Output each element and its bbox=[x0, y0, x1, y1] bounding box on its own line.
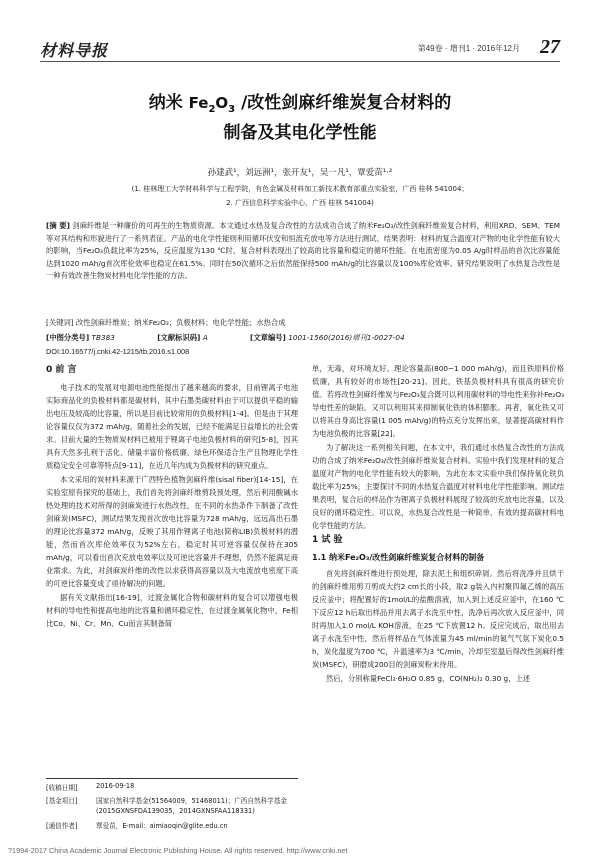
fund-label: [基金项目] bbox=[46, 797, 78, 805]
clc-label: [中图分类号] bbox=[46, 333, 90, 342]
received-label: [收稿日期] bbox=[46, 784, 78, 792]
doc-label: [文献标识码] bbox=[157, 333, 201, 342]
paragraph: 单，无毒，对环境友好。理论容量高(800~1 000 mAh/g)，而且铁原料价格低廉，具有较好的市场性[20-21]。因此，铁基负极材料具有很高的研究价值。若将改性剑麻纤维炭与Fe₂O₃复合既可以利用碳材料的导电性来弥补Fe₂O₃导电性差的缺陷，又可以利用其来抑制氧化铁的体积膨胀。再者，氧化铁又可以将其自身高比容量(1 005 mAh/g)的特点充分发挥出来，显著提高碳材料作为电池负极的比容量[22]。 bbox=[312, 364, 564, 438]
title-suffix: /改性剑麻纤维炭复合材料的 bbox=[241, 93, 452, 113]
running-header bbox=[40, 36, 560, 62]
contact-label: [通信作者] bbox=[46, 822, 78, 830]
copyright-line: ?1994-2017 China Academic Journal Electronic Publishing House. All rights reserved. http://www.cnki.net bbox=[8, 846, 348, 855]
formula-sub2: 3 bbox=[228, 104, 236, 115]
section-title-intro: 0 前 言 bbox=[46, 365, 77, 375]
section-title-experiment: 1 试 验 bbox=[312, 535, 343, 545]
formula-sub1: 2 bbox=[208, 104, 216, 115]
art-label: [文章编号] bbox=[250, 333, 286, 342]
doc-value: A bbox=[202, 333, 208, 342]
affiliation-2: 2. 广西信息科学实验中心，广西 桂林 541004) bbox=[226, 199, 374, 207]
formula-mid: O bbox=[215, 94, 229, 112]
journal-name: 材料导报 bbox=[40, 41, 109, 60]
art-value: 1001-1560(2016)增刊1-0027-04 bbox=[288, 333, 405, 342]
keywords-text: 改性剑麻纤维炭；纳米Fe₂O₃；负极材料；电化学性能；水热合成 bbox=[75, 318, 286, 327]
right-column bbox=[312, 362, 564, 686]
received-date: 2016-09-18 bbox=[96, 782, 135, 790]
fund-text: 国家自然科学基金(51564009，51468011)；广西自然科学基金(2015GXNSFDA139035，2014GXNSFAA118331) bbox=[96, 797, 287, 815]
subsection-title-1-1: 1.1 纳米Fe₂O₃/改性剑麻纤维炭复合材料的制备 bbox=[312, 553, 485, 562]
paragraph: 为了解决这一系列相关问题，在本文中，我们通过水热复合改性的方法成功的合成了纳米Fe₂O₃/改性剑麻纤维炭复合材料。实验中我们发现材料的复合温度对产物的电化学性能有较大的影响，为此在本文实验中我们保持氧化铁负载比率为25%，主要探讨不同的水热复合温度对材料电化学性能影响。测试结果表明，复合后的样品作为锂离子负极材料展现了较高的充放电比容量，以及良好的循环稳定性。可以说，水热复合改性是一种简单，有效的提高碳材料电化学性能的方法。 bbox=[312, 443, 564, 530]
doc-code-field bbox=[157, 333, 207, 342]
paragraph: 本文采用的炭材料来源于广西特色植物剑麻纤维(sisal fiber)[14-15]，在实验室原有探究的基础上，我们首先将剑麻纤维剪段预处理，然后利用酸碱水热处理的技术对所得的剑麻炭进行水热改性，在不同的水热条件下制备了改性剑麻炭(MSFC)，测试结果发现首次放电比容量为728 mAh/g，远远高出石墨的理论比容量372 mAh/g，反映了其用作锂离子电池(简称LIB)负极材料的潜能，然而首次库伦效率仅为52%左右，稳定时其可逆容量仅保持在305 mAh/g，可以看出首次充放电效率以及可逆比容量并不理想，仍然不能满足商业需求。为此，对剑麻炭纤维的改性以求获得高容量以及大电流放电密度下高的可逆比容量变成了亟待解决的问题。 bbox=[46, 475, 298, 588]
paper-title-line1 bbox=[40, 88, 560, 115]
paragraph: 首先将剑麻纤维进行预处理，除去泥土和组织碎屑。然后将洗净并且烘干的剑麻纤维用剪刀剪成大约2 cm长的小段，取2 g装入内衬聚四氟乙烯的高压反应釜中；将配置好的1mol/L的盐酸溶液，加入到上述反应釜中，在160 ℃下反应12 h后取出样品并用去离子水洗至中性，洗净后再次放入反应釜中，同时再加入1.0 mol/L KOH溶液，在25 ℃下放置12 h。反应完成后，取出用去离子水洗至中性，然后将样品在气体流量为45 ml/min的氮气气氛下炭化0.5 h，炭化温度为700 ℃，升温速率为3 ℃/min，冷却至室温后得改性剑麻纤维炭(MSFC)，研磨成200目的剑麻炭粉末待用。 bbox=[312, 569, 564, 669]
title-formula bbox=[188, 94, 236, 115]
contact-text: 覃爱苗，E-mail：aimiaoqin@glite.edu.cn bbox=[96, 822, 228, 830]
abstract-label: [摘 要] bbox=[46, 221, 70, 230]
article-number-field bbox=[250, 333, 405, 342]
page-number: 27 bbox=[540, 36, 560, 58]
classification-row bbox=[46, 333, 560, 343]
footnote-received bbox=[46, 782, 298, 792]
paragraph: 然后，分别称量FeCl₃·6H₂O 0.85 g，CO(NH₂)₂ 0.30 g，上述 bbox=[326, 674, 531, 683]
footnote-contact bbox=[46, 820, 298, 830]
doi: DOI:10.16577/j.cnki.42-1215/tb.2016.s1.008 bbox=[46, 347, 190, 356]
issue-info: 第49卷 · 增刊1 · 2016年12月 bbox=[417, 44, 520, 53]
clc-field bbox=[46, 333, 115, 342]
title-prefix: 纳米 bbox=[148, 93, 183, 113]
footnote-fund bbox=[46, 795, 298, 815]
abstract-text: 剑麻纤维是一种廉价的可再生的生物质资源。本文通过水热及复合改性的方法成功合成了纳米Fe₂O₃/改性剑麻纤维炭复合材料，利用XRD、SEM、TEM等对其结构和形貌进行了一系列表征。产品的电化学性能则利用循环伏安和恒流充放电等方法进行测试。结果表明：材料的复合温度对产物的电化学性能有较大的影响，当Fe₂O₃负载比率为25%，反应温度为130 ℃时，复合材料表现出了较高的比容量和稳定的循环性能。在电流密度为0.05 A/g时样品的首次比容量能达到1020 mAh/g首次库伦效率也稳定在61.5%。同时在50次循环之后依然能保持500 mAh/g的比容量以及100%库伦效率。研究结果说明了水热复合改性是一种有效改善生物炭材料电化学性能的方法。 bbox=[46, 221, 560, 280]
formula-base: Fe bbox=[188, 94, 209, 112]
footnote-divider bbox=[46, 778, 298, 779]
author-list: 孙建武¹，刘远洲¹，张开友¹，吴一凡¹，覃爱苗¹·² bbox=[207, 168, 393, 178]
abstract bbox=[46, 220, 560, 283]
affiliation-1: (1. 桂林理工大学材料科学与工程学院，有色金属及材料加工新技术教育部重点实验室，广西 桂林 541004； bbox=[131, 185, 469, 193]
keywords bbox=[46, 318, 560, 328]
clc-value: TB383 bbox=[91, 333, 115, 342]
keywords-label: [关键词] bbox=[46, 318, 74, 327]
left-column bbox=[46, 362, 298, 631]
paper-title-line2: 制备及其电化学性能 bbox=[223, 123, 377, 143]
paragraph: 据有关文献指出[16-19]，过渡金属化合物和碳材料的复合可以增强电极材料的导电性和提高电池的比容量和循环稳定性，在过渡金属氧化物中，Fe相比Co、Ni、Cr、Mn、Cu而言其制备简 bbox=[46, 593, 298, 628]
paragraph: 电子技术的发展对电源电池性能提出了越来越高的要求，目前锂离子电池实际商品化的负极材料都是碳材料，其中石墨类碳材料由于可以提供平稳的输出电压及较高的比容量，所以是目前比较常用的负极材料[1-4]。但是由于其理论容量仅仅为372 mAh/g，随着社会的发展，已经不能满足日益增长的社会需求。目前大量的生物质炭材料已被用于锂离子电池负极材料的研究[5-8]，因其具有天然多孔利于活化、储量丰富价格低廉、绿色环保适合生产且物理化学性质稳定安全可靠等特点[9-11]，在近几年内成为负极材料的研究重点。 bbox=[46, 383, 298, 470]
